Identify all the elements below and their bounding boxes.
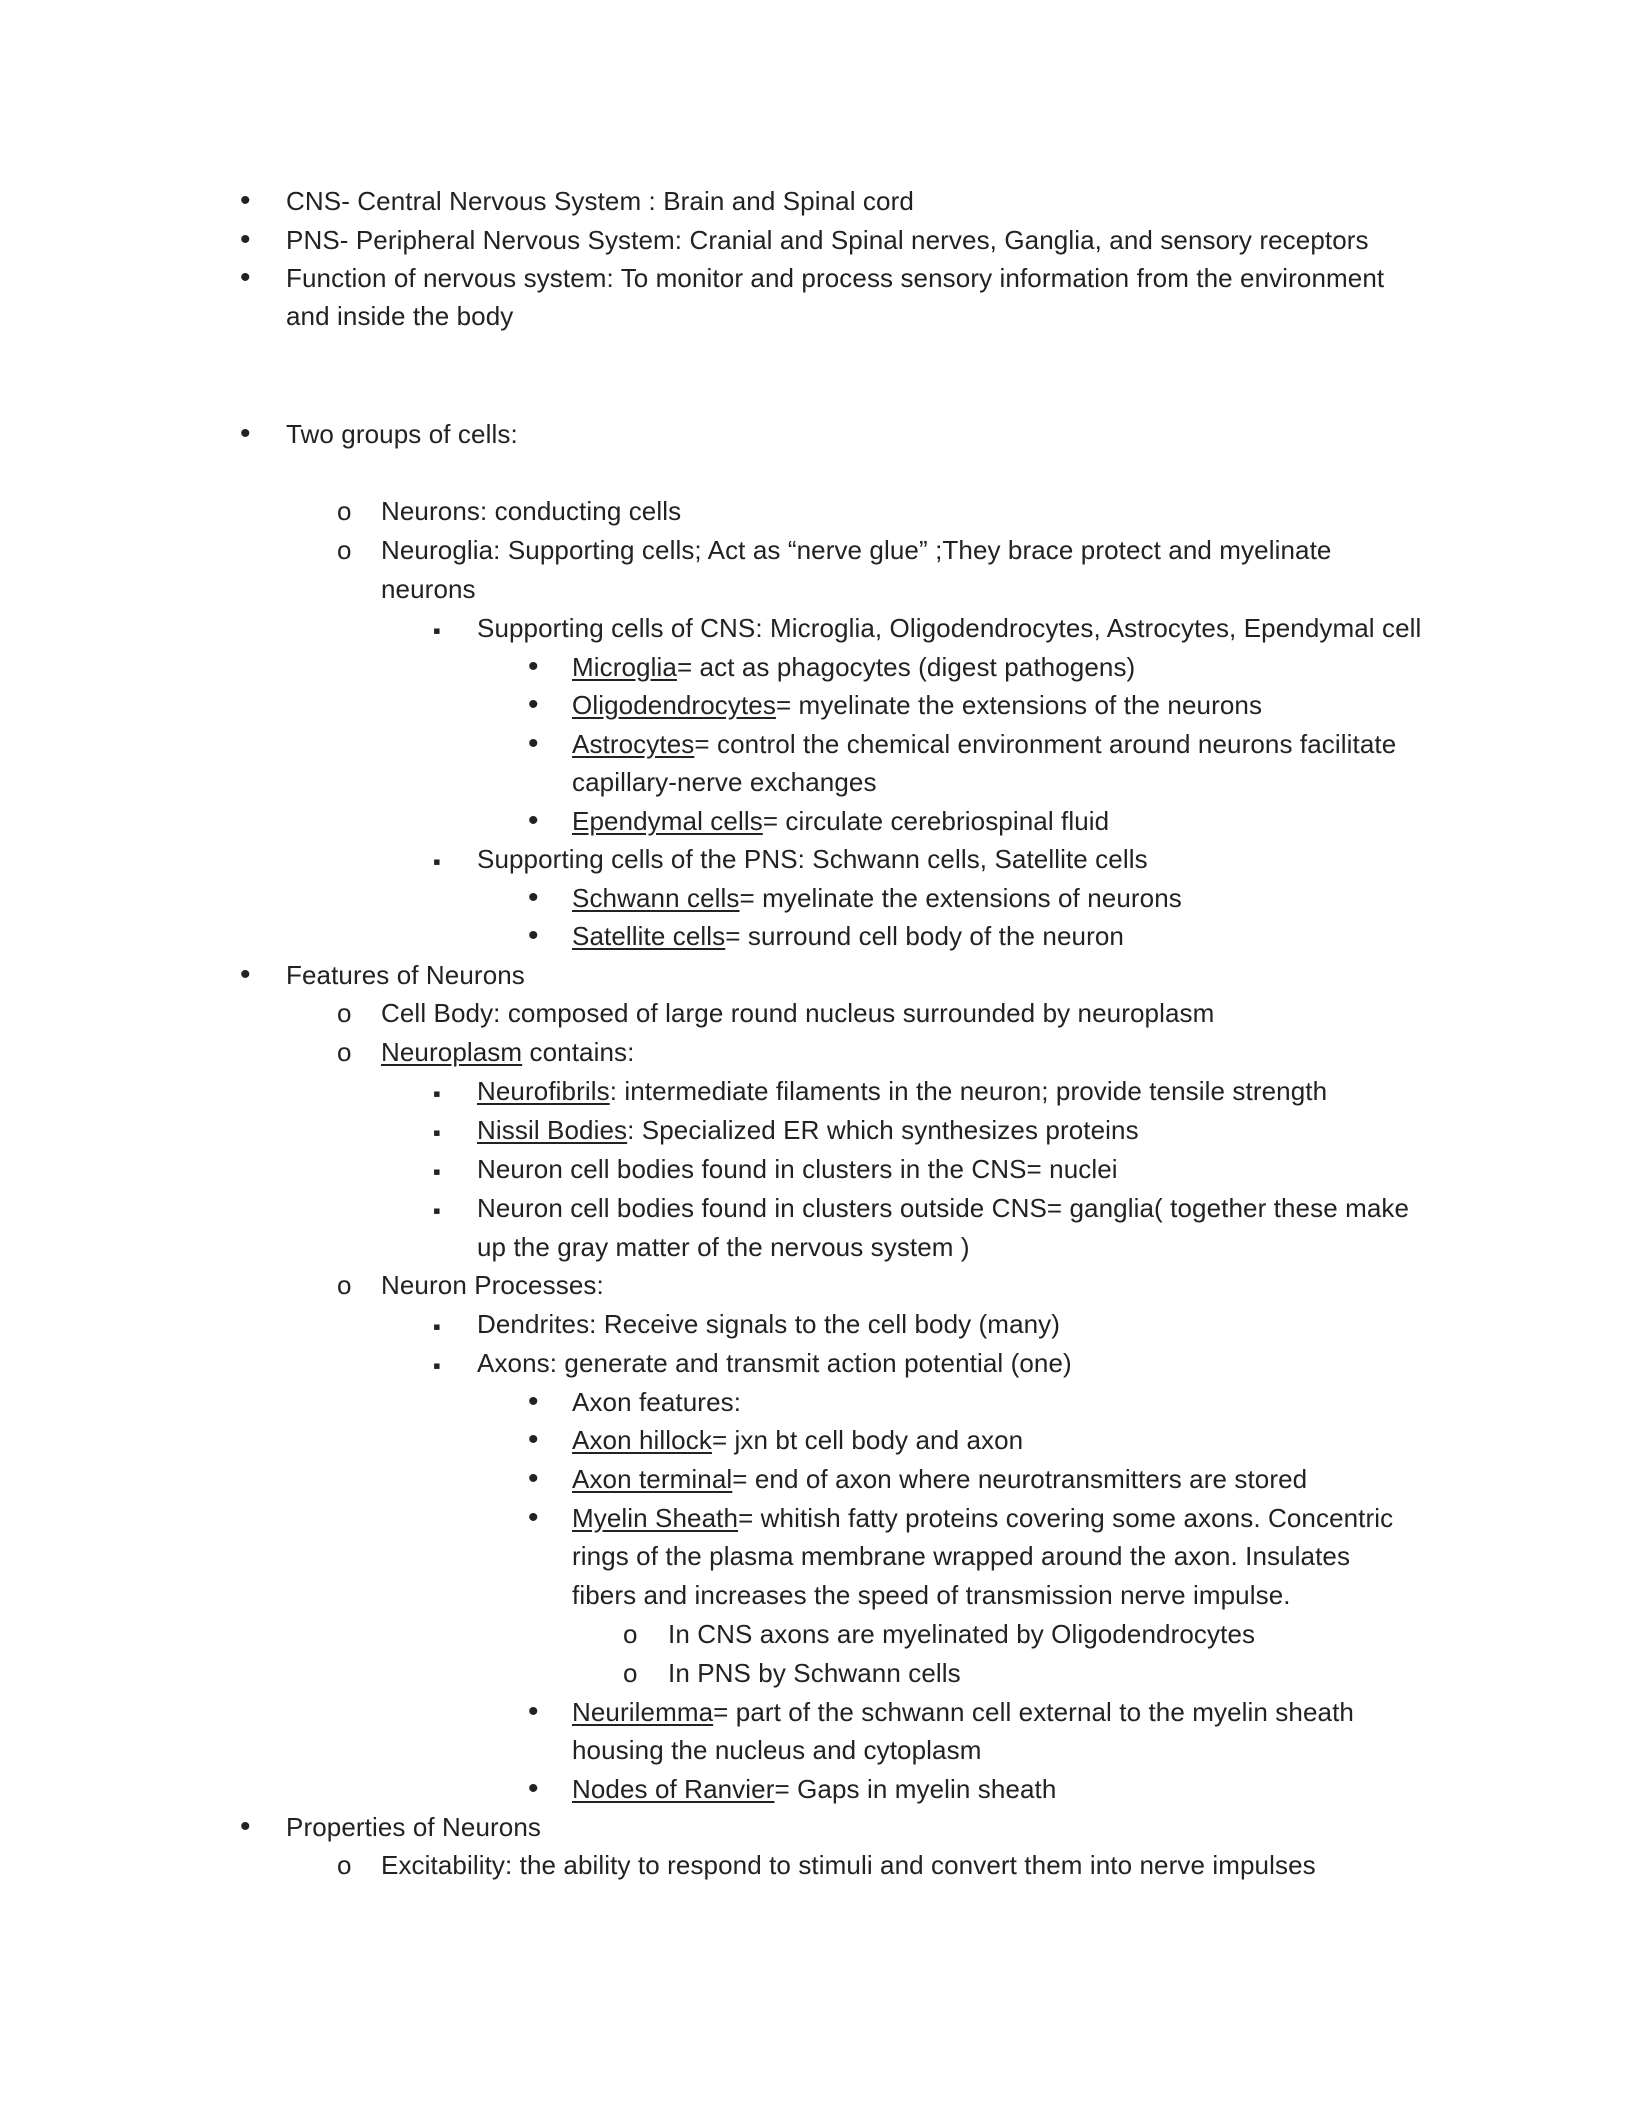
underlined-term: Astrocytes — [572, 729, 695, 759]
item-text: = control the chemical environment around neurons facilitate — [694, 729, 1397, 759]
list-item — [286, 301, 513, 331]
bullet-disc-icon — [528, 1387, 539, 1417]
bullet-disc-icon — [240, 186, 251, 216]
bullet-circle-icon — [337, 496, 351, 526]
list-item — [381, 1850, 1316, 1880]
item-text: housing the nucleus and cytoplasm — [572, 1735, 982, 1765]
item-text: = Gaps in myelin sheath — [774, 1774, 1057, 1804]
item-text: Supporting cells of CNS: Microglia, Oligodendrocytes, Astrocytes, Ependymal cell — [477, 613, 1422, 643]
item-text: Dendrites: Receive signals to the cell body (many) — [477, 1309, 1061, 1339]
bullet-circle-icon — [337, 1037, 351, 1067]
list-item — [572, 1735, 981, 1765]
underlined-term: Axon terminal — [572, 1464, 733, 1494]
bullet-square-icon — [433, 1116, 441, 1148]
list-item — [668, 1658, 961, 1688]
bullet-disc-icon — [528, 652, 539, 682]
list-item — [572, 690, 1262, 720]
item-text: CNS- Central Nervous System : Brain and Spinal cord — [286, 186, 914, 216]
list-item — [477, 844, 1148, 874]
bullet-circle-icon — [623, 1619, 637, 1649]
bullet-square-icon — [433, 1349, 441, 1381]
item-text: = myelinate the extensions of the neurons — [775, 690, 1263, 720]
item-text: Neuron Processes: — [381, 1270, 604, 1300]
underlined-term: Axon hillock — [572, 1425, 712, 1455]
underlined-term: Microglia — [572, 652, 677, 682]
item-text: Features of Neurons — [286, 960, 525, 990]
list-item — [477, 1193, 1409, 1223]
list-item — [572, 1464, 1307, 1494]
item-text: and inside the body — [286, 301, 514, 331]
item-text: Two groups of cells: — [286, 419, 518, 449]
bullet-circle-icon — [623, 1658, 637, 1688]
list-item — [286, 1812, 541, 1842]
item-text: = act as phagocytes (digest pathogens) — [676, 652, 1136, 682]
bullet-circle-icon — [337, 998, 351, 1028]
list-item — [572, 1503, 1393, 1533]
item-text: PNS- Peripheral Nervous System: Cranial and Spinal nerves, Ganglia, and sensory receptors — [286, 225, 1369, 255]
bullet-disc-icon — [528, 1425, 539, 1455]
list-item — [572, 652, 1135, 682]
bullet-disc-icon — [528, 1464, 539, 1494]
bullet-square-icon — [433, 1077, 441, 1109]
item-text: = surround cell body of the neuron — [725, 921, 1124, 951]
list-item — [286, 960, 525, 990]
item-text: = jxn bt cell body and axon — [711, 1425, 1024, 1455]
item-text: = whitish fatty proteins covering some axons. Concentric — [738, 1503, 1394, 1533]
list-item — [572, 1580, 1291, 1610]
bullet-square-icon — [433, 1155, 441, 1187]
item-text: Neurons: conducting cells — [381, 496, 682, 526]
item-text: neurons — [381, 574, 476, 604]
underlined-term: Nissil Bodies — [477, 1115, 628, 1145]
item-text: Supporting cells of the PNS: Schwann cells, Satellite cells — [477, 844, 1148, 874]
bullet-disc-icon — [528, 883, 539, 913]
list-item — [477, 1309, 1060, 1339]
bullet-square-icon — [433, 1194, 441, 1226]
underlined-term: Oligodendrocytes — [572, 690, 776, 720]
underlined-term: Neuroplasm — [381, 1037, 523, 1067]
list-item — [381, 1037, 634, 1067]
item-text: Neuroglia: Supporting cells; Act as “nerve glue” ;They brace protect and myelinate — [381, 535, 1332, 565]
item-text: rings of the plasma membrane wrapped around the axon. Insulates — [572, 1541, 1351, 1571]
list-item — [477, 1232, 970, 1262]
list-item — [286, 263, 1384, 293]
list-item — [477, 1076, 1327, 1106]
bullet-disc-icon — [240, 960, 251, 990]
item-text: Axons: generate and transmit action potential (one) — [477, 1348, 1072, 1378]
list-item — [572, 1387, 741, 1417]
list-item — [572, 1697, 1354, 1727]
item-text: Cell Body: composed of large round nucleus surrounded by neuroplasm — [381, 998, 1215, 1028]
item-text: : intermediate filaments in the neuron; provide tensile strength — [609, 1076, 1328, 1106]
underlined-term: Neurofibrils — [477, 1076, 610, 1106]
bullet-disc-icon — [528, 1697, 539, 1727]
item-text: Excitability: the ability to respond to stimuli and convert them into nerve impulses — [381, 1850, 1316, 1880]
underlined-term: Nodes of Ranvier — [572, 1774, 775, 1804]
item-text: Neuron cell bodies found in clusters in the CNS= nuclei — [477, 1154, 1118, 1184]
bullet-disc-icon — [528, 1774, 539, 1804]
list-item — [572, 883, 1182, 913]
list-item — [572, 1425, 1023, 1455]
list-item — [572, 806, 1109, 836]
list-item — [381, 1270, 604, 1300]
list-item — [381, 998, 1214, 1028]
list-item — [572, 729, 1396, 759]
bullet-square-icon — [433, 1310, 441, 1342]
underlined-term: Satellite cells — [572, 921, 726, 951]
underlined-term: Schwann cells — [572, 883, 740, 913]
list-item — [286, 186, 914, 216]
list-item — [477, 1115, 1139, 1145]
bullet-disc-icon — [528, 921, 539, 951]
bullet-disc-icon — [528, 690, 539, 720]
item-text: Properties of Neurons — [286, 1812, 542, 1842]
list-item — [381, 535, 1331, 565]
item-text: up the gray matter of the nervous system ) — [477, 1232, 970, 1262]
list-item — [572, 1541, 1350, 1571]
bullet-square-icon — [433, 845, 441, 877]
bullet-disc-icon — [240, 263, 251, 293]
bullet-square-icon — [433, 614, 441, 646]
bullet-circle-icon — [337, 535, 351, 565]
list-item — [381, 496, 681, 526]
bullet-disc-icon — [240, 419, 251, 449]
bullet-disc-icon — [528, 729, 539, 759]
underlined-term: Ependymal cells — [572, 806, 763, 836]
item-text: In CNS axons are myelinated by Oligodendrocytes — [668, 1619, 1256, 1649]
list-item — [477, 613, 1421, 643]
list-item — [572, 1774, 1056, 1804]
list-item — [477, 1348, 1072, 1378]
item-text: In PNS by Schwann cells — [668, 1658, 961, 1688]
item-text: = part of the schwann cell external to the myelin sheath — [713, 1697, 1354, 1727]
underlined-term: Neurilemma — [572, 1697, 714, 1727]
bullet-disc-icon — [528, 1503, 539, 1533]
list-item — [381, 574, 476, 604]
underlined-term: Myelin Sheath — [572, 1503, 739, 1533]
bullet-disc-icon — [528, 806, 539, 836]
item-text: : Specialized ER which synthesizes proteins — [627, 1115, 1139, 1145]
list-item — [286, 419, 518, 449]
list-item — [572, 921, 1124, 951]
item-text: capillary-nerve exchanges — [572, 767, 877, 797]
bullet-circle-icon — [337, 1270, 351, 1300]
bullet-circle-icon — [337, 1850, 351, 1880]
item-text: = end of axon where neurotransmitters are stored — [732, 1464, 1308, 1494]
bullet-disc-icon — [240, 1812, 251, 1842]
item-text: Function of nervous system: To monitor and process sensory information from the environment — [286, 263, 1385, 293]
list-item — [668, 1619, 1255, 1649]
bullet-disc-icon — [240, 225, 251, 255]
item-text: Neuron cell bodies found in clusters outside CNS= ganglia( together these make — [477, 1193, 1410, 1223]
list-item — [286, 225, 1369, 255]
item-text: = myelinate the extensions of neurons — [739, 883, 1182, 913]
item-text: = circulate cerebriospinal fluid — [762, 806, 1110, 836]
item-text: fibers and increases the speed of transmission nerve impulse. — [572, 1580, 1291, 1610]
item-text: Axon features: — [572, 1387, 742, 1417]
item-text: contains: — [522, 1037, 635, 1067]
list-item — [572, 767, 877, 797]
list-item — [477, 1154, 1118, 1184]
